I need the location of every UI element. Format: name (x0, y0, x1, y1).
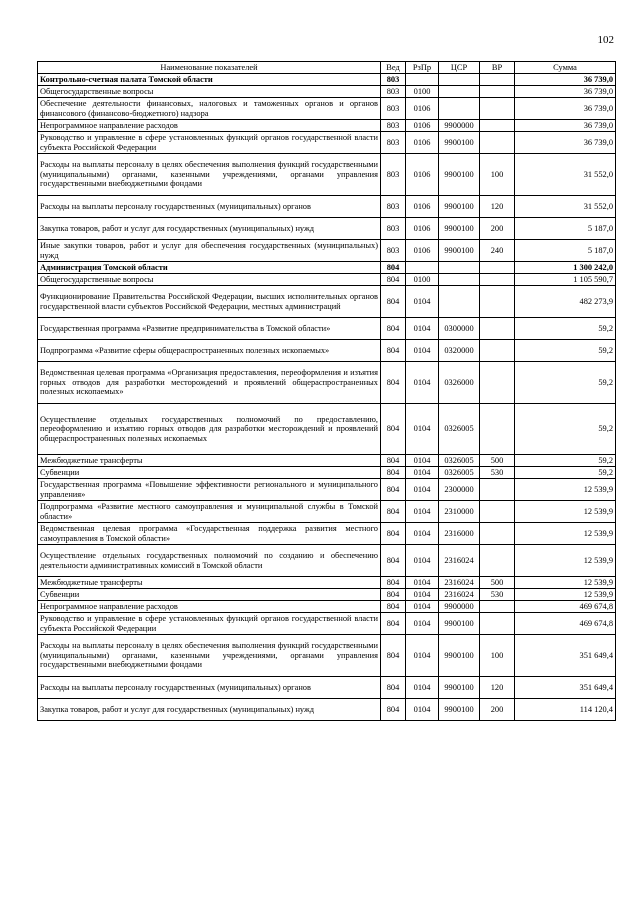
cell-sum: 114 120,4 (515, 699, 616, 721)
cell-rzpr: 0104 (406, 523, 439, 545)
cell-vr: 530 (480, 467, 515, 479)
cell-ved: 804 (381, 467, 406, 479)
cell-rzpr: 0104 (406, 601, 439, 613)
cell-csr: 2316024 (439, 545, 480, 577)
table-row (38, 74, 616, 86)
cell-csr (439, 98, 480, 120)
cell-sum: 59,2 (515, 362, 616, 404)
cell-ved: 803 (381, 74, 406, 86)
cell-csr: 0320000 (439, 340, 480, 362)
cell-csr: 9900100 (439, 613, 480, 635)
cell-ved: 804 (381, 523, 406, 545)
cell-ved: 803 (381, 120, 406, 132)
table-row (38, 218, 616, 240)
cell-csr: 0326000 (439, 362, 480, 404)
cell-rzpr: 0104 (406, 455, 439, 467)
cell-ved: 804 (381, 274, 406, 286)
cell-rzpr: 0104 (406, 318, 439, 340)
cell-vr: 120 (480, 677, 515, 699)
cell-sum: 36 739,0 (515, 120, 616, 132)
cell-csr: 9900000 (439, 120, 480, 132)
cell-sum: 36 739,0 (515, 98, 616, 120)
cell-name: Руководство и управление в сфере установленных функций органов государственной власти субъекта Российской Федерации (38, 132, 381, 154)
cell-sum: 12 539,9 (515, 501, 616, 523)
cell-vr (480, 132, 515, 154)
cell-name: Расходы на выплаты персоналу в целях обеспечения выполнения функций государственными (муниципальными) органами, казенными учреждениями, органами управления государственными внебюджетными фондами (38, 635, 381, 677)
cell-csr: 9900100 (439, 677, 480, 699)
page-number: 102 (597, 34, 614, 46)
cell-csr: 9900000 (439, 601, 480, 613)
cell-sum: 351 649,4 (515, 635, 616, 677)
cell-vr (480, 613, 515, 635)
cell-csr: 9900100 (439, 218, 480, 240)
cell-csr: 2310000 (439, 501, 480, 523)
cell-vr: 200 (480, 699, 515, 721)
cell-rzpr: 0104 (406, 699, 439, 721)
cell-name: Осуществление отдельных государственных полномочий по предоставлению, переоформлению и изъятию горных отводов для разработки месторождений и проявлений общераспространенных полезных ископаемых (38, 404, 381, 455)
cell-csr: 9900100 (439, 196, 480, 218)
cell-vr: 500 (480, 577, 515, 589)
cell-csr (439, 74, 480, 86)
cell-ved: 804 (381, 601, 406, 613)
table-row (38, 589, 616, 601)
cell-vr (480, 98, 515, 120)
cell-vr (480, 545, 515, 577)
table-row (38, 274, 616, 286)
cell-sum: 59,2 (515, 467, 616, 479)
cell-vr (480, 501, 515, 523)
cell-sum: 469 674,8 (515, 601, 616, 613)
cell-sum: 5 187,0 (515, 240, 616, 262)
cell-rzpr: 0104 (406, 635, 439, 677)
cell-vr (480, 318, 515, 340)
cell-csr: 9900100 (439, 635, 480, 677)
cell-vr: 500 (480, 455, 515, 467)
cell-sum: 36 739,0 (515, 86, 616, 98)
cell-rzpr: 0104 (406, 677, 439, 699)
cell-rzpr: 0104 (406, 577, 439, 589)
cell-rzpr: 0106 (406, 120, 439, 132)
cell-ved: 804 (381, 479, 406, 501)
cell-vr (480, 340, 515, 362)
table-header (38, 62, 616, 74)
table-row (38, 479, 616, 501)
cell-name: Ведомственная целевая программа «Организация предоставления, переоформления и изъятия горных отводов для разработки месторождений и проявлений общераспространенных полезных ископаемых» (38, 362, 381, 404)
table-row (38, 455, 616, 467)
header-sum: Сумма (515, 62, 616, 74)
cell-vr (480, 274, 515, 286)
cell-name: Субвенции (38, 467, 381, 479)
cell-name: Иные закупки товаров, работ и услуг для обеспечения государственных (муниципальных) нужд (38, 240, 381, 262)
cell-rzpr: 0104 (406, 286, 439, 318)
cell-csr: 0326005 (439, 455, 480, 467)
cell-ved: 804 (381, 362, 406, 404)
budget-table (37, 61, 616, 721)
table-row (38, 577, 616, 589)
cell-rzpr: 0104 (406, 501, 439, 523)
cell-rzpr: 0104 (406, 613, 439, 635)
cell-name: Осуществление отдельных государственных полномочий по созданию и обеспечению деятельности административных комиссий в Томской области (38, 545, 381, 577)
table-row (38, 318, 616, 340)
cell-vr (480, 601, 515, 613)
table-row (38, 240, 616, 262)
cell-ved: 803 (381, 218, 406, 240)
cell-sum: 12 539,9 (515, 577, 616, 589)
cell-vr: 200 (480, 218, 515, 240)
cell-rzpr: 0104 (406, 467, 439, 479)
cell-rzpr: 0104 (406, 362, 439, 404)
cell-ved: 804 (381, 404, 406, 455)
cell-vr: 120 (480, 196, 515, 218)
cell-name: Расходы на выплаты персоналу в целях обеспечения выполнения функций государственными (муниципальными) органами, казенными учреждениями, органами управления государственными внебюджетными фондами (38, 154, 381, 196)
cell-vr: 530 (480, 589, 515, 601)
cell-csr: 0326005 (439, 404, 480, 455)
cell-rzpr: 0100 (406, 274, 439, 286)
cell-sum: 36 739,0 (515, 132, 616, 154)
cell-rzpr: 0104 (406, 479, 439, 501)
table-row (38, 262, 616, 274)
cell-name: Межбюджетные трансферты (38, 455, 381, 467)
cell-csr (439, 286, 480, 318)
cell-vr (480, 120, 515, 132)
cell-vr (480, 262, 515, 274)
cell-name: Субвенции (38, 589, 381, 601)
table-row (38, 86, 616, 98)
cell-sum: 12 539,9 (515, 479, 616, 501)
cell-vr (480, 74, 515, 86)
cell-name: Администрация Томской области (38, 262, 381, 274)
cell-sum: 59,2 (515, 455, 616, 467)
cell-ved: 804 (381, 635, 406, 677)
cell-ved: 804 (381, 318, 406, 340)
cell-ved: 803 (381, 154, 406, 196)
cell-rzpr: 0104 (406, 545, 439, 577)
cell-sum: 12 539,9 (515, 589, 616, 601)
cell-name: Закупка товаров, работ и услуг для государственных (муниципальных) нужд (38, 699, 381, 721)
cell-name: Межбюджетные трансферты (38, 577, 381, 589)
cell-name: Обеспечение деятельности финансовых, налоговых и таможенных органов и органов финансового (финансово-бюджетного) надзора (38, 98, 381, 120)
header-ved: Вед (381, 62, 406, 74)
header-name: Наименование показателей (38, 62, 381, 74)
table-row (38, 467, 616, 479)
table-row (38, 523, 616, 545)
cell-vr (480, 362, 515, 404)
cell-ved: 803 (381, 132, 406, 154)
cell-name: Общегосударственные вопросы (38, 274, 381, 286)
cell-ved: 804 (381, 286, 406, 318)
cell-rzpr: 0106 (406, 98, 439, 120)
table-row (38, 635, 616, 677)
cell-ved: 803 (381, 86, 406, 98)
cell-ved: 804 (381, 677, 406, 699)
cell-vr (480, 404, 515, 455)
cell-name: Функционирование Правительства Российской Федерации, высших исполнительных органов государственной власти субъектов Российской Федерации, местных администраций (38, 286, 381, 318)
cell-rzpr: 0106 (406, 196, 439, 218)
cell-sum: 59,2 (515, 340, 616, 362)
cell-vr: 240 (480, 240, 515, 262)
cell-ved: 804 (381, 501, 406, 523)
cell-csr: 9900100 (439, 132, 480, 154)
cell-csr: 9900100 (439, 699, 480, 721)
cell-name: Закупка товаров, работ и услуг для государственных (муниципальных) нужд (38, 218, 381, 240)
cell-vr: 100 (480, 635, 515, 677)
cell-csr: 9900100 (439, 240, 480, 262)
cell-sum: 36 739,0 (515, 74, 616, 86)
cell-csr: 2316024 (439, 589, 480, 601)
cell-csr: 0326005 (439, 467, 480, 479)
cell-sum: 5 187,0 (515, 218, 616, 240)
cell-rzpr (406, 262, 439, 274)
cell-rzpr: 0104 (406, 340, 439, 362)
table-row (38, 601, 616, 613)
cell-ved: 804 (381, 455, 406, 467)
cell-ved: 804 (381, 577, 406, 589)
cell-name: Контрольно-счетная палата Томской области (38, 74, 381, 86)
cell-ved: 804 (381, 613, 406, 635)
cell-rzpr: 0100 (406, 86, 439, 98)
cell-ved: 803 (381, 240, 406, 262)
table-row (38, 613, 616, 635)
table-row (38, 699, 616, 721)
header-rzpr: РзПр (406, 62, 439, 74)
table-row (38, 362, 616, 404)
cell-sum: 12 539,9 (515, 545, 616, 577)
table-body (38, 74, 616, 721)
table-row (38, 340, 616, 362)
cell-ved: 804 (381, 589, 406, 601)
table-row (38, 545, 616, 577)
cell-name: Государственная программа «Развитие предпринимательства в Томской области» (38, 318, 381, 340)
cell-vr (480, 286, 515, 318)
cell-csr: 0300000 (439, 318, 480, 340)
cell-name: Руководство и управление в сфере установленных функций органов государственной власти субъекта Российской Федерации (38, 613, 381, 635)
cell-vr: 100 (480, 154, 515, 196)
cell-name: Непрограммное направление расходов (38, 601, 381, 613)
cell-name: Государственная программа «Повышение эффективности регионального и муниципального управления» (38, 479, 381, 501)
cell-ved: 804 (381, 340, 406, 362)
header-vr: ВР (480, 62, 515, 74)
cell-sum: 12 539,9 (515, 523, 616, 545)
cell-sum: 31 552,0 (515, 196, 616, 218)
cell-rzpr: 0106 (406, 154, 439, 196)
cell-rzpr: 0104 (406, 589, 439, 601)
header-csr: ЦСР (439, 62, 480, 74)
cell-sum: 469 674,8 (515, 613, 616, 635)
cell-rzpr: 0106 (406, 132, 439, 154)
cell-vr (480, 479, 515, 501)
cell-sum: 1 105 590,7 (515, 274, 616, 286)
cell-csr: 9900100 (439, 154, 480, 196)
table-row (38, 132, 616, 154)
table-row (38, 154, 616, 196)
cell-name: Подпрограмма «Развитие местного самоуправления и муниципальной службы в Томской области» (38, 501, 381, 523)
cell-name: Расходы на выплаты персоналу государственных (муниципальных) органов (38, 677, 381, 699)
cell-sum: 482 273,9 (515, 286, 616, 318)
cell-ved: 804 (381, 699, 406, 721)
cell-rzpr: 0104 (406, 404, 439, 455)
cell-csr: 2316024 (439, 577, 480, 589)
table-row (38, 404, 616, 455)
table-row (38, 196, 616, 218)
cell-csr (439, 262, 480, 274)
cell-name: Ведомственная целевая программа «Государственная поддержка развития местного самоуправления в Томской области» (38, 523, 381, 545)
cell-sum: 31 552,0 (515, 154, 616, 196)
cell-vr (480, 86, 515, 98)
cell-sum: 59,2 (515, 318, 616, 340)
table-row (38, 98, 616, 120)
cell-rzpr: 0106 (406, 240, 439, 262)
cell-sum: 59,2 (515, 404, 616, 455)
cell-csr (439, 274, 480, 286)
cell-ved: 804 (381, 545, 406, 577)
cell-ved: 804 (381, 262, 406, 274)
table-row (38, 120, 616, 132)
cell-csr: 2300000 (439, 479, 480, 501)
cell-name: Расходы на выплаты персоналу государственных (муниципальных) органов (38, 196, 381, 218)
cell-name: Подпрограмма «Развитие сферы общераспространенных полезных ископаемых» (38, 340, 381, 362)
cell-ved: 803 (381, 196, 406, 218)
cell-csr: 2316000 (439, 523, 480, 545)
cell-ved: 803 (381, 98, 406, 120)
table-row (38, 677, 616, 699)
cell-rzpr: 0106 (406, 218, 439, 240)
cell-name: Непрограммное направление расходов (38, 120, 381, 132)
table-row (38, 501, 616, 523)
cell-csr (439, 86, 480, 98)
cell-name: Общегосударственные вопросы (38, 86, 381, 98)
cell-rzpr (406, 74, 439, 86)
cell-sum: 351 649,4 (515, 677, 616, 699)
table-row (38, 286, 616, 318)
cell-vr (480, 523, 515, 545)
cell-sum: 1 300 242,0 (515, 262, 616, 274)
